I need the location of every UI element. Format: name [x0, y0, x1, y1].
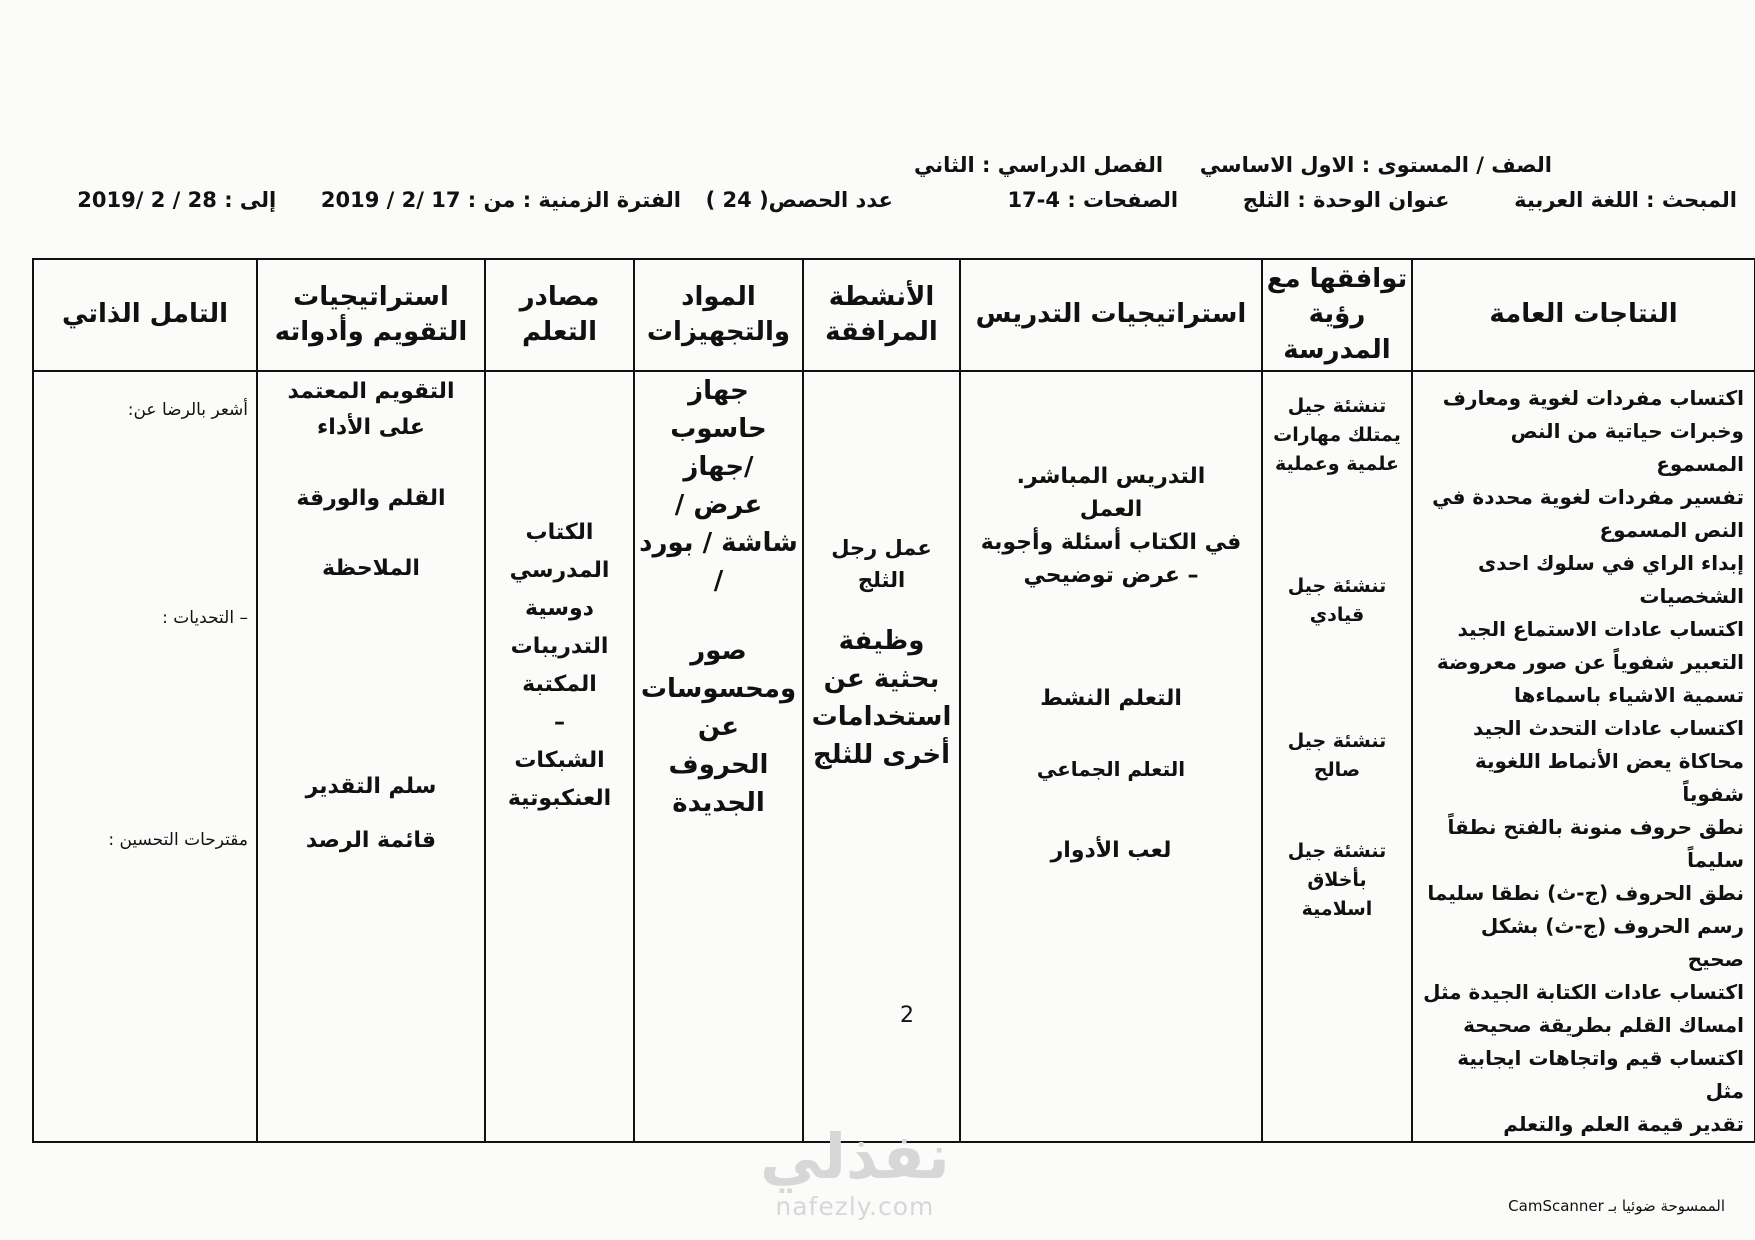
period-to-label: إلى : 28 / 2 /2019: [77, 188, 277, 212]
table-body-row: [33, 371, 1755, 1142]
vision-item: تنشئة جيل قيادي: [1287, 575, 1387, 626]
assessment-checklist: قائمة الرصد: [305, 828, 437, 853]
assessment-observation: الملاحظة: [322, 556, 420, 581]
outcome-item: التعبير شفوياً عن صور معروضة: [1436, 650, 1744, 674]
outcome-item: النص المسموع: [1599, 518, 1744, 542]
teaching-group: التعلم الجماعي: [1036, 757, 1186, 781]
reflection-challenges: – التحديات :: [162, 608, 248, 628]
watermark-arabic: نفذلي: [760, 1120, 950, 1193]
header-vision: توافقها مع رؤية المدرسة: [1262, 259, 1412, 371]
lessons-label: عدد الحصص( 24 ): [705, 188, 893, 212]
grade-label: الصف / المستوى : الاول الاساسي: [1199, 153, 1552, 177]
outcomes-list: [1413, 372, 1754, 1141]
reflection-cell: [33, 371, 257, 1142]
assessment-performance: التقويم المعتمد على الأداء: [287, 379, 455, 440]
teaching-active: التعلم النشط: [1040, 686, 1182, 711]
outcomes-cell: [1412, 371, 1755, 1142]
teaching-cell: [960, 371, 1262, 1142]
assessment-pen-paper: القلم والورقة: [296, 486, 446, 511]
table-header-row: [33, 259, 1755, 371]
header-activities: الأنشطة المرافقة: [803, 259, 960, 371]
outcome-item: اكتساب عادات الاستماع الجيد: [1457, 617, 1744, 641]
watermark: [760, 1122, 950, 1221]
sources-cell: [485, 371, 634, 1142]
header-materials: المواد والتجهيزات: [634, 259, 803, 371]
outcome-item: نطق الحروف (ج-ث) نطقا سليما: [1427, 881, 1744, 905]
materials-devices: جهاز حاسوب /جهاز عرض / شاشة / بورد /: [639, 376, 798, 596]
outcome-item: إبداء الراي في سلوك احدى: [1477, 551, 1744, 575]
header-teaching: استراتيجيات التدريس: [960, 259, 1262, 371]
outcome-item: امساك القلم بطريقة صحيحة: [1463, 1013, 1744, 1037]
teaching-roleplay: لعب الأدوار: [1050, 838, 1172, 863]
outcome-item: تفسير مفردات لغوية محددة في: [1432, 485, 1744, 509]
outcome-item: وخبرات حياتية من النص المسموع: [1510, 419, 1744, 476]
outcome-item: رسم الحروف (ج-ث) بشكل صحيح: [1480, 914, 1744, 971]
header-sources: مصادر التعلم: [485, 259, 634, 371]
semester-label: الفصل الدراسي : الثاني: [914, 153, 1164, 177]
sources-list: الكتاب المدرسي دوسية التدريبات المكتبة – الشبكات العنكبوتية: [507, 520, 612, 811]
header-assessment: استراتيجيات التقويم وأدواته: [257, 259, 485, 371]
pages-label: الصفحات : 4-17: [1007, 188, 1179, 212]
reflection-satisfied: أشعر بالرضا عن:: [127, 400, 248, 420]
teaching-direct: التدريس المباشر. العمل في الكتاب أسئلة وأجوبة – عرض توضيحي: [980, 464, 1242, 588]
materials-pictures: صور ومحسوسات عن الحروف الجديدة: [640, 636, 797, 818]
header-grade-semester: [914, 153, 1552, 177]
outcome-item: اكتساب مفردات لغوية ومعارف: [1442, 386, 1744, 410]
unit-plan-table: [32, 258, 1755, 1143]
vision-item: تنشئة جيل صالح: [1287, 730, 1387, 781]
assessment-rating-scale: سلم التقدير: [305, 774, 437, 799]
outcome-item: الشخصيات: [1639, 584, 1744, 608]
outcome-item: محاكاة يعض الأنماط اللغوية شفوياً: [1474, 749, 1744, 806]
activity-research: وظيفة بحثية عن استخدامات أخرى للثلج: [811, 626, 952, 770]
period-from-label: الفترة الزمنية : من : 17 /2 / 2019: [320, 188, 681, 212]
header-subject-line: [77, 188, 1737, 212]
vision-item: تنشئة جيل يمتلك مهارات علمية وعملية: [1273, 395, 1401, 475]
outcome-item: تسمية الاشياء باسماءها: [1513, 683, 1744, 707]
unit-label: عنوان الوحدة : الثلج: [1242, 188, 1450, 212]
header-outcomes: النتاجات العامة: [1412, 259, 1755, 371]
assessment-cell: [257, 371, 485, 1142]
header-reflection: التامل الذاتي: [33, 259, 257, 371]
page-number: 2: [900, 1003, 914, 1028]
vision-item: تنشئة جيل بأخلاق اسلامية: [1287, 840, 1387, 920]
outcome-item: اكتساب قيم واتجاهات ايجابية مثل: [1457, 1046, 1744, 1103]
subject-label: المبحث : اللغة العربية: [1514, 188, 1737, 212]
activity-snowman: عمل رجل الثلج: [831, 536, 932, 592]
scanner-label: الممسوحة ضوئيا بـ CamScanner: [1508, 1197, 1725, 1215]
watermark-english: nafezly.com: [775, 1192, 935, 1221]
outcome-item: نطق حروف منونة بالفتح نطقاً سليماً: [1447, 815, 1744, 872]
outcome-item: تقدير قيمة العلم والتعلم: [1503, 1112, 1744, 1136]
reflection-improvements: مقترحات التحسين :: [108, 830, 248, 850]
materials-cell: [634, 371, 803, 1142]
outcome-item: اكتساب عادات التحدث الجيد: [1473, 716, 1744, 740]
activities-cell: [803, 371, 960, 1142]
outcome-item: اكتساب عادات الكتابة الجيدة مثل: [1423, 980, 1744, 1004]
vision-cell: [1262, 371, 1412, 1142]
